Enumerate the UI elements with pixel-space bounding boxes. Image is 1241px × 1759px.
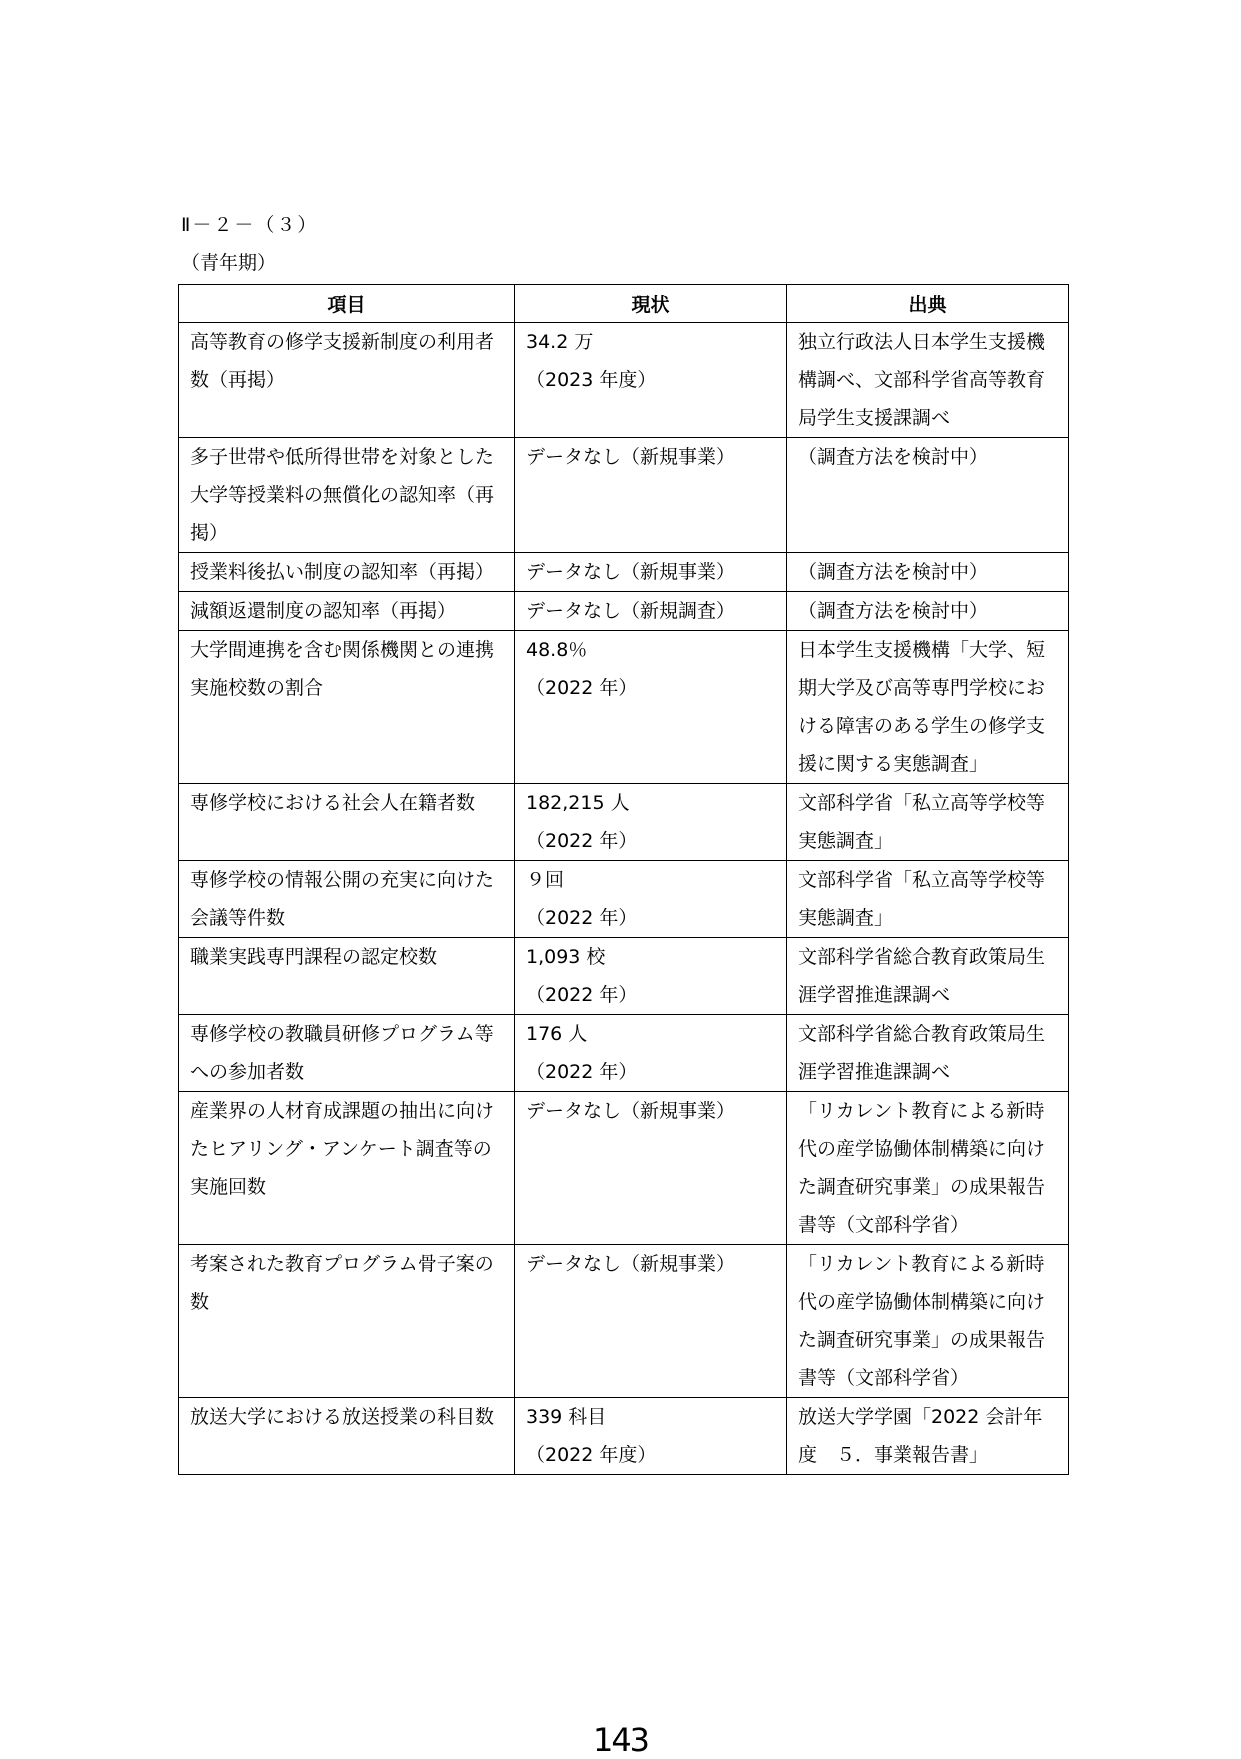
indicator-table: [178, 284, 1069, 1475]
status-cell: [515, 1015, 787, 1092]
status-value: データなし（新規調査）: [526, 600, 736, 622]
status-value: 182,215 人: [526, 792, 630, 814]
table-row: [179, 438, 1069, 553]
table-row: [179, 938, 1069, 1015]
table-header-row: [179, 285, 1069, 323]
status-value: 1,093 校: [526, 946, 606, 968]
source-cell: 文部科学省「私立高等学校等実態調査」: [787, 784, 1069, 861]
source-cell: 文部科学省「私立高等学校等実態調査」: [787, 861, 1069, 938]
status-period: （2022 年）: [526, 677, 638, 699]
status-value: データなし（新規事業）: [526, 1253, 736, 1275]
table-row: [179, 553, 1069, 592]
table-row: [179, 861, 1069, 938]
status-period: （2022 年）: [526, 907, 638, 929]
status-value: 34.2 万: [526, 331, 594, 353]
source-cell: 日本学生支援機構「大学、短期大学及び高等専門学校における障害のある学生の修学支援に関する実態調査」: [787, 631, 1069, 784]
status-value: データなし（新規事業）: [526, 561, 736, 583]
section-heading: Ⅱ－２－（３）: [181, 214, 319, 236]
source-cell: （調査方法を検討中）: [787, 553, 1069, 592]
header-source: 出典: [787, 285, 1069, 323]
status-cell: [515, 438, 787, 553]
status-cell: [515, 323, 787, 438]
item-cell: 減額返還制度の認知率（再掲）: [179, 592, 515, 631]
status-period: （2022 年度）: [526, 1444, 657, 1466]
status-cell: [515, 592, 787, 631]
status-value: ９回: [526, 869, 565, 891]
table-row: [179, 1092, 1069, 1245]
table-row: [179, 631, 1069, 784]
source-cell: （調査方法を検討中）: [787, 592, 1069, 631]
status-cell: [515, 938, 787, 1015]
table-row: [179, 592, 1069, 631]
subsection-heading: （青年期）: [181, 252, 277, 274]
status-value: データなし（新規事業）: [526, 1100, 736, 1122]
status-cell: [515, 553, 787, 592]
item-cell: 考案された教育プログラム骨子案の数: [179, 1245, 515, 1398]
item-cell: 授業料後払い制度の認知率（再掲）: [179, 553, 515, 592]
status-period: （2022 年）: [526, 830, 638, 852]
status-period: （2022 年）: [526, 1061, 638, 1083]
status-value: データなし（新規事業）: [526, 446, 736, 468]
source-cell: （調査方法を検討中）: [787, 438, 1069, 553]
table-row: [179, 784, 1069, 861]
table-row: [179, 323, 1069, 438]
source-cell: 文部科学省総合教育政策局生涯学習推進課調べ: [787, 938, 1069, 1015]
status-value: 176 人: [526, 1023, 588, 1045]
source-cell: 文部科学省総合教育政策局生涯学習推進課調べ: [787, 1015, 1069, 1092]
status-period: （2023 年度）: [526, 369, 657, 391]
item-cell: 多子世帯や低所得世帯を対象とした大学等授業料の無償化の認知率（再掲）: [179, 438, 515, 553]
status-cell: [515, 861, 787, 938]
status-cell: [515, 1092, 787, 1245]
source-cell: 放送大学学園「2022 会計年度 ５．事業報告書」: [787, 1398, 1069, 1475]
source-cell: 「リカレント教育による新時代の産学協働体制構築に向けた調査研究事業」の成果報告書等（文部科学省）: [787, 1245, 1069, 1398]
status-value: 48.8％: [526, 639, 588, 661]
item-cell: 専修学校における社会人在籍者数: [179, 784, 515, 861]
status-cell: [515, 631, 787, 784]
header-status: 現状: [515, 285, 787, 323]
item-cell: 放送大学における放送授業の科目数: [179, 1398, 515, 1475]
status-cell: [515, 1398, 787, 1475]
status-period: （2022 年）: [526, 984, 638, 1006]
table-row: [179, 1015, 1069, 1092]
status-value: 339 科目: [526, 1406, 607, 1428]
item-cell: 高等教育の修学支援新制度の利用者数（再掲）: [179, 323, 515, 438]
item-cell: 専修学校の教職員研修プログラム等への参加者数: [179, 1015, 515, 1092]
item-cell: 産業界の人材育成課題の抽出に向けたヒアリング・アンケート調査等の実施回数: [179, 1092, 515, 1245]
source-cell: 「リカレント教育による新時代の産学協働体制構築に向けた調査研究事業」の成果報告書等（文部科学省）: [787, 1092, 1069, 1245]
status-cell: [515, 784, 787, 861]
table-row: [179, 1245, 1069, 1398]
page-number: 143: [592, 1721, 649, 1759]
table-row: [179, 1398, 1069, 1475]
header-item: 項目: [179, 285, 515, 323]
item-cell: 専修学校の情報公開の充実に向けた会議等件数: [179, 861, 515, 938]
source-cell: 独立行政法人日本学生支援機構調べ、文部科学省高等教育局学生支援課調べ: [787, 323, 1069, 438]
item-cell: 大学間連携を含む関係機関との連携実施校数の割合: [179, 631, 515, 784]
item-cell: 職業実践専門課程の認定校数: [179, 938, 515, 1015]
status-cell: [515, 1245, 787, 1398]
